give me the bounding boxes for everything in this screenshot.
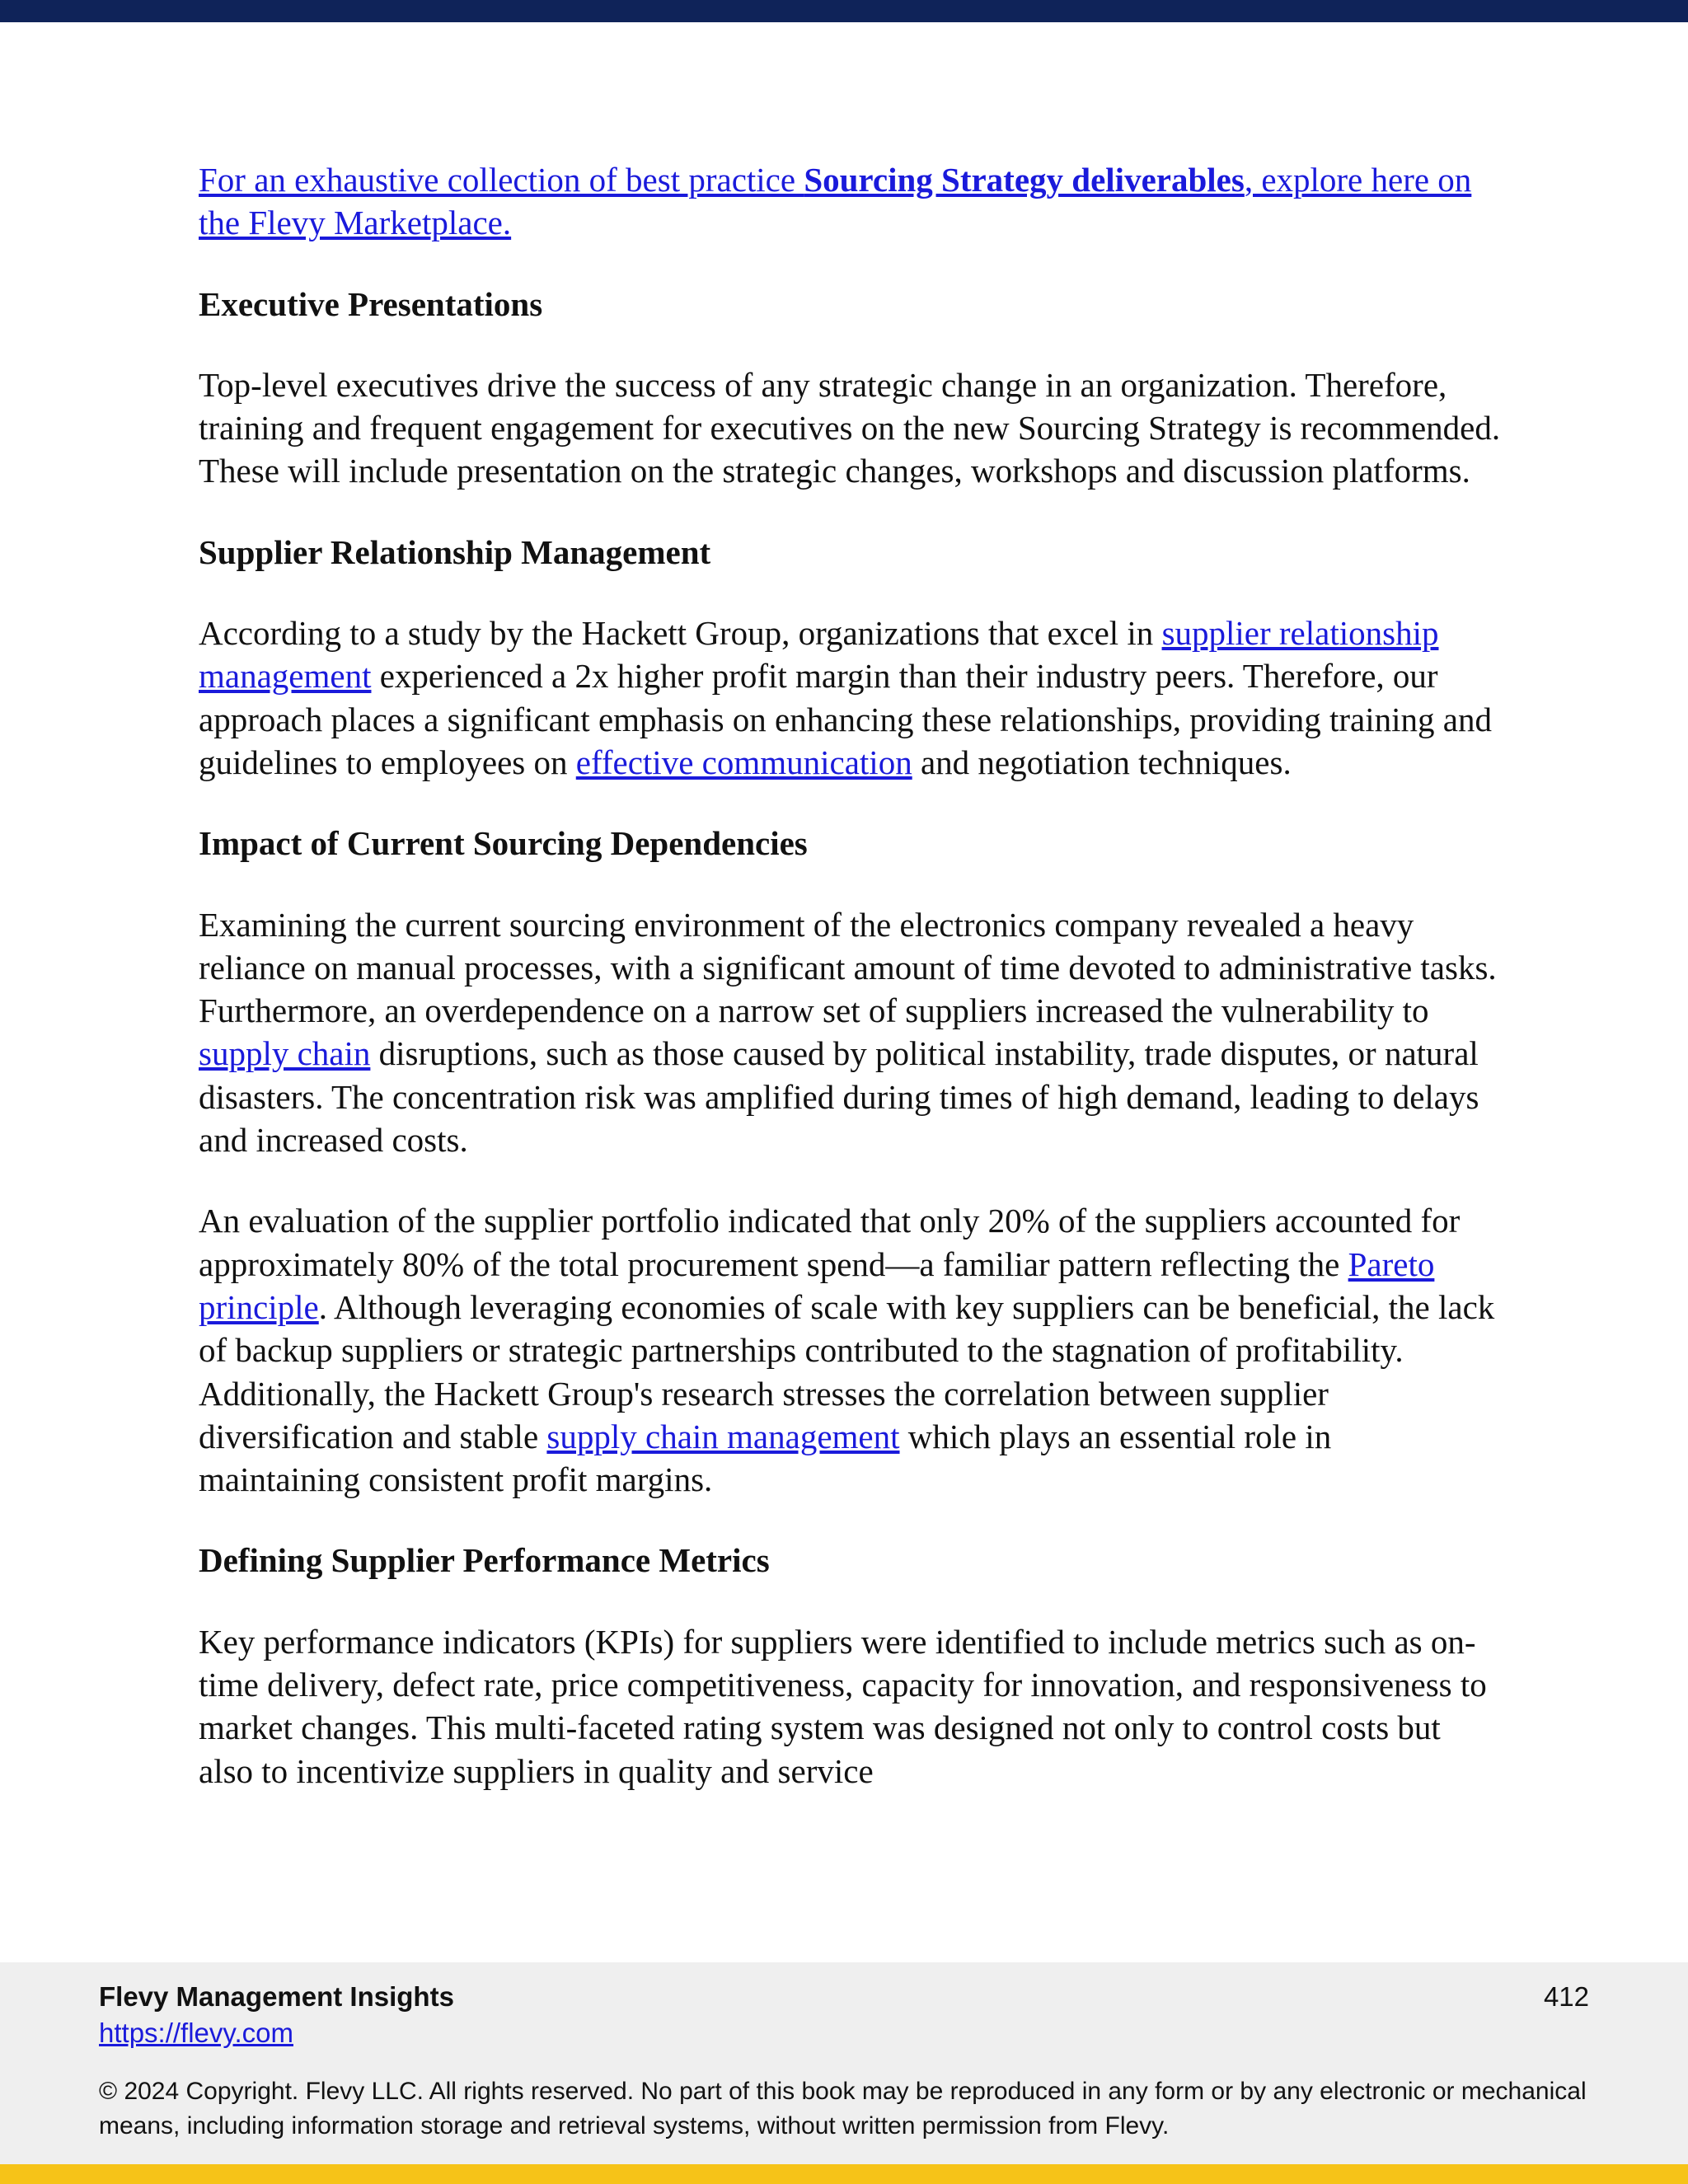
link-supply-chain[interactable]: supply chain <box>199 1034 371 1073</box>
paragraph-supplier-portfolio: An evaluation of the supplier portfolio indicated that only 20% of the suppliers accounted for approximately 80% of the total procurement spend—a familiar pattern reflecting the Pareto principle. Although leveraging economies of scale with key suppliers can be beneficial, the lack of backup suppliers or strategic partnerships contributed to the stagnation of profitability. Additionally, the Hackett Group's research stresses the correlation between supplier diversification and stable supply chain management which plays an essential role in maintaining consistent profit margins. <box>199 1202 1495 1499</box>
footer-url-link[interactable]: https://flevy.com <box>99 2018 293 2048</box>
paragraph-executive-presentations: Top-level executives drive the success of any strategic change in an organization. Therefore, training and frequent engagement for executives on the new Sourcing Strategy is recommended. These will include presentation on the strategic changes, workshops and discussion platforms. <box>199 365 1501 490</box>
page-number: 412 <box>1543 1981 1589 2012</box>
page-content <box>199 158 1501 1793</box>
marketplace-link[interactable]: For an exhaustive collection of best practice Sourcing Strategy deliverables, explore here on the Flevy Marketplace. <box>199 161 1472 242</box>
link-supplier-relationship-management[interactable]: supplier relationship management <box>199 614 1439 696</box>
footer-brand: Flevy Management Insights <box>99 1981 454 2012</box>
page-footer <box>0 1962 1688 2164</box>
paragraph-sourcing-environment: Examining the current sourcing environment of the electronics company revealed a heavy reliance on manual processes, with a significant amount of time devoted to administrative tasks. Furthermore, an overdependence on a narrow set of suppliers increased the vulnerability to supply chain disruptions, such as those caused by political instability, trade disputes, or natural disasters. The concentration risk was amplified during times of high demand, leading to delays and increased costs. <box>199 905 1497 1160</box>
paragraph-supplier-relationship-management: According to a study by the Hackett Group, organizations that excel in supplier relationship management experienced a 2x higher profit margin than their industry peers. Therefore, our approach places a significant emphasis on enhancing these relationships, providing training and guidelines to employees on effective communication and negotiation techniques. <box>199 614 1492 781</box>
heading-supplier-performance-metrics: Defining Supplier Performance Metrics <box>199 1541 770 1580</box>
heading-impact-sourcing-dependencies: Impact of Current Sourcing Dependencies <box>199 824 808 863</box>
paragraph-supplier-performance-metrics: Key performance indicators (KPIs) for suppliers were identified to include metrics such as on-time delivery, defect rate, price competitiveness, capacity for innovation, and responsiveness to market changes. This multi-faceted rating system was designed not only to control costs but also to incentivize suppliers in quality and service <box>199 1622 1487 1790</box>
top-accent-bar <box>0 0 1688 22</box>
bottom-accent-bar <box>0 2164 1688 2184</box>
heading-supplier-relationship-management: Supplier Relationship Management <box>199 532 711 571</box>
link-supply-chain-management[interactable]: supply chain management <box>546 1417 900 1455</box>
marketplace-link-bold[interactable]: Sourcing Strategy deliverables <box>804 161 1245 199</box>
link-effective-communication[interactable]: effective communication <box>575 743 912 781</box>
heading-executive-presentations: Executive Presentations <box>199 284 543 323</box>
copyright-notice: © 2024 Copyright. Flevy LLC. All rights reserved. No part of this book may be reproduced in any form or by any electronic or mechanical means, including information storage and retrieval systems, without written permission from Flevy. <box>99 2078 1587 2139</box>
link-pareto-principle[interactable]: Pareto principle <box>199 1244 1435 1326</box>
